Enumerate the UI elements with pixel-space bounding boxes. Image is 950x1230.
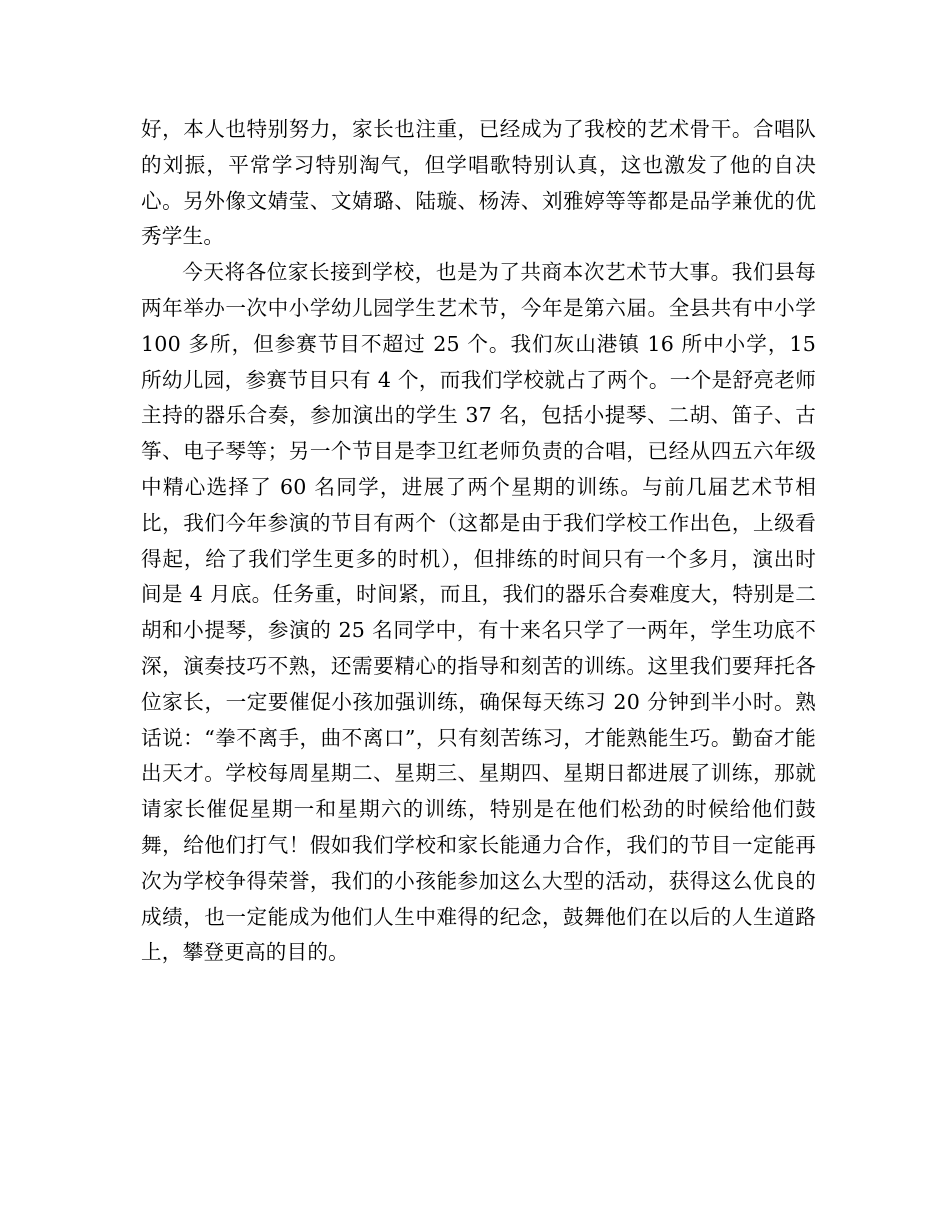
paragraph-art-festival: 今天将各位家长接到学校，也是为了共商本次艺术节大事。我们县每两年举办一次中小学幼儿园学生艺术节，今年是第六届。全县共有中小学 100 多所，但参赛节目不超过 25 个。我们灰山港镇 16 所中小学，15 所幼儿园，参赛节目只有 4 个，而我们学校就占了两个。一个是舒亮老师主持的器乐合奏，参加演出的学生 37 名，包括小提琴、二胡、笛子、古筝、电子琴等；另一个节目是李卫红老师负责的合唱，已经从四五六年级中精心选择了 60 名同学，进展了两个星期的训练。与前几届艺术节相比，我们今年参演的节目有两个（这都是由于我们学校工作出色，上级看得起，给了我们学生更多的时机），但排练的时间只有一个多月，演出时间是 4 月底。任务重，时间紧，而且，我们的器乐合奏难度大，特别是二胡和小提琴，参演的 25 名同学中，有十来名只学了一两年，学生功底不深，演奏技巧不熟，还需要精心的指导和刻苦的训练。这里我们要拜托各位家长，一定要催促小孩加强训练，确保每天练习 20 分钟到半小时。熟话说：“拳不离手，曲不离口”，只有刻苦练习，才能熟能生巧。勤奋才能出天才。学校每周星期二、星期三、星期四、星期日都进展了训练，那就请家长催促星期一和星期六的训练，特别是在他们松劲的时候给他们鼓舞，给他们打气！假如我们学校和家长能通力合作，我们的节目一定能再次为学校争得荣誉，我们的小孩能参加这么大型的活动，获得这么优良的成绩，也一定能成为他们人生中难得的纪念，鼓舞他们在以后的人生道路上，攀登更高的目的。 [141, 260, 816, 965]
document-body [141, 112, 816, 971]
paragraph-continuation: 好，本人也特别努力，家长也注重，已经成为了我校的艺术骨干。合唱队的刘振，平常学习特别淘气，但学唱歌特别认真，这也激发了他的自决心。另外像文婧莹、文婧璐、陆璇、杨涛、刘雅婷等等都是品学兼优的优秀学生。 [141, 117, 816, 249]
